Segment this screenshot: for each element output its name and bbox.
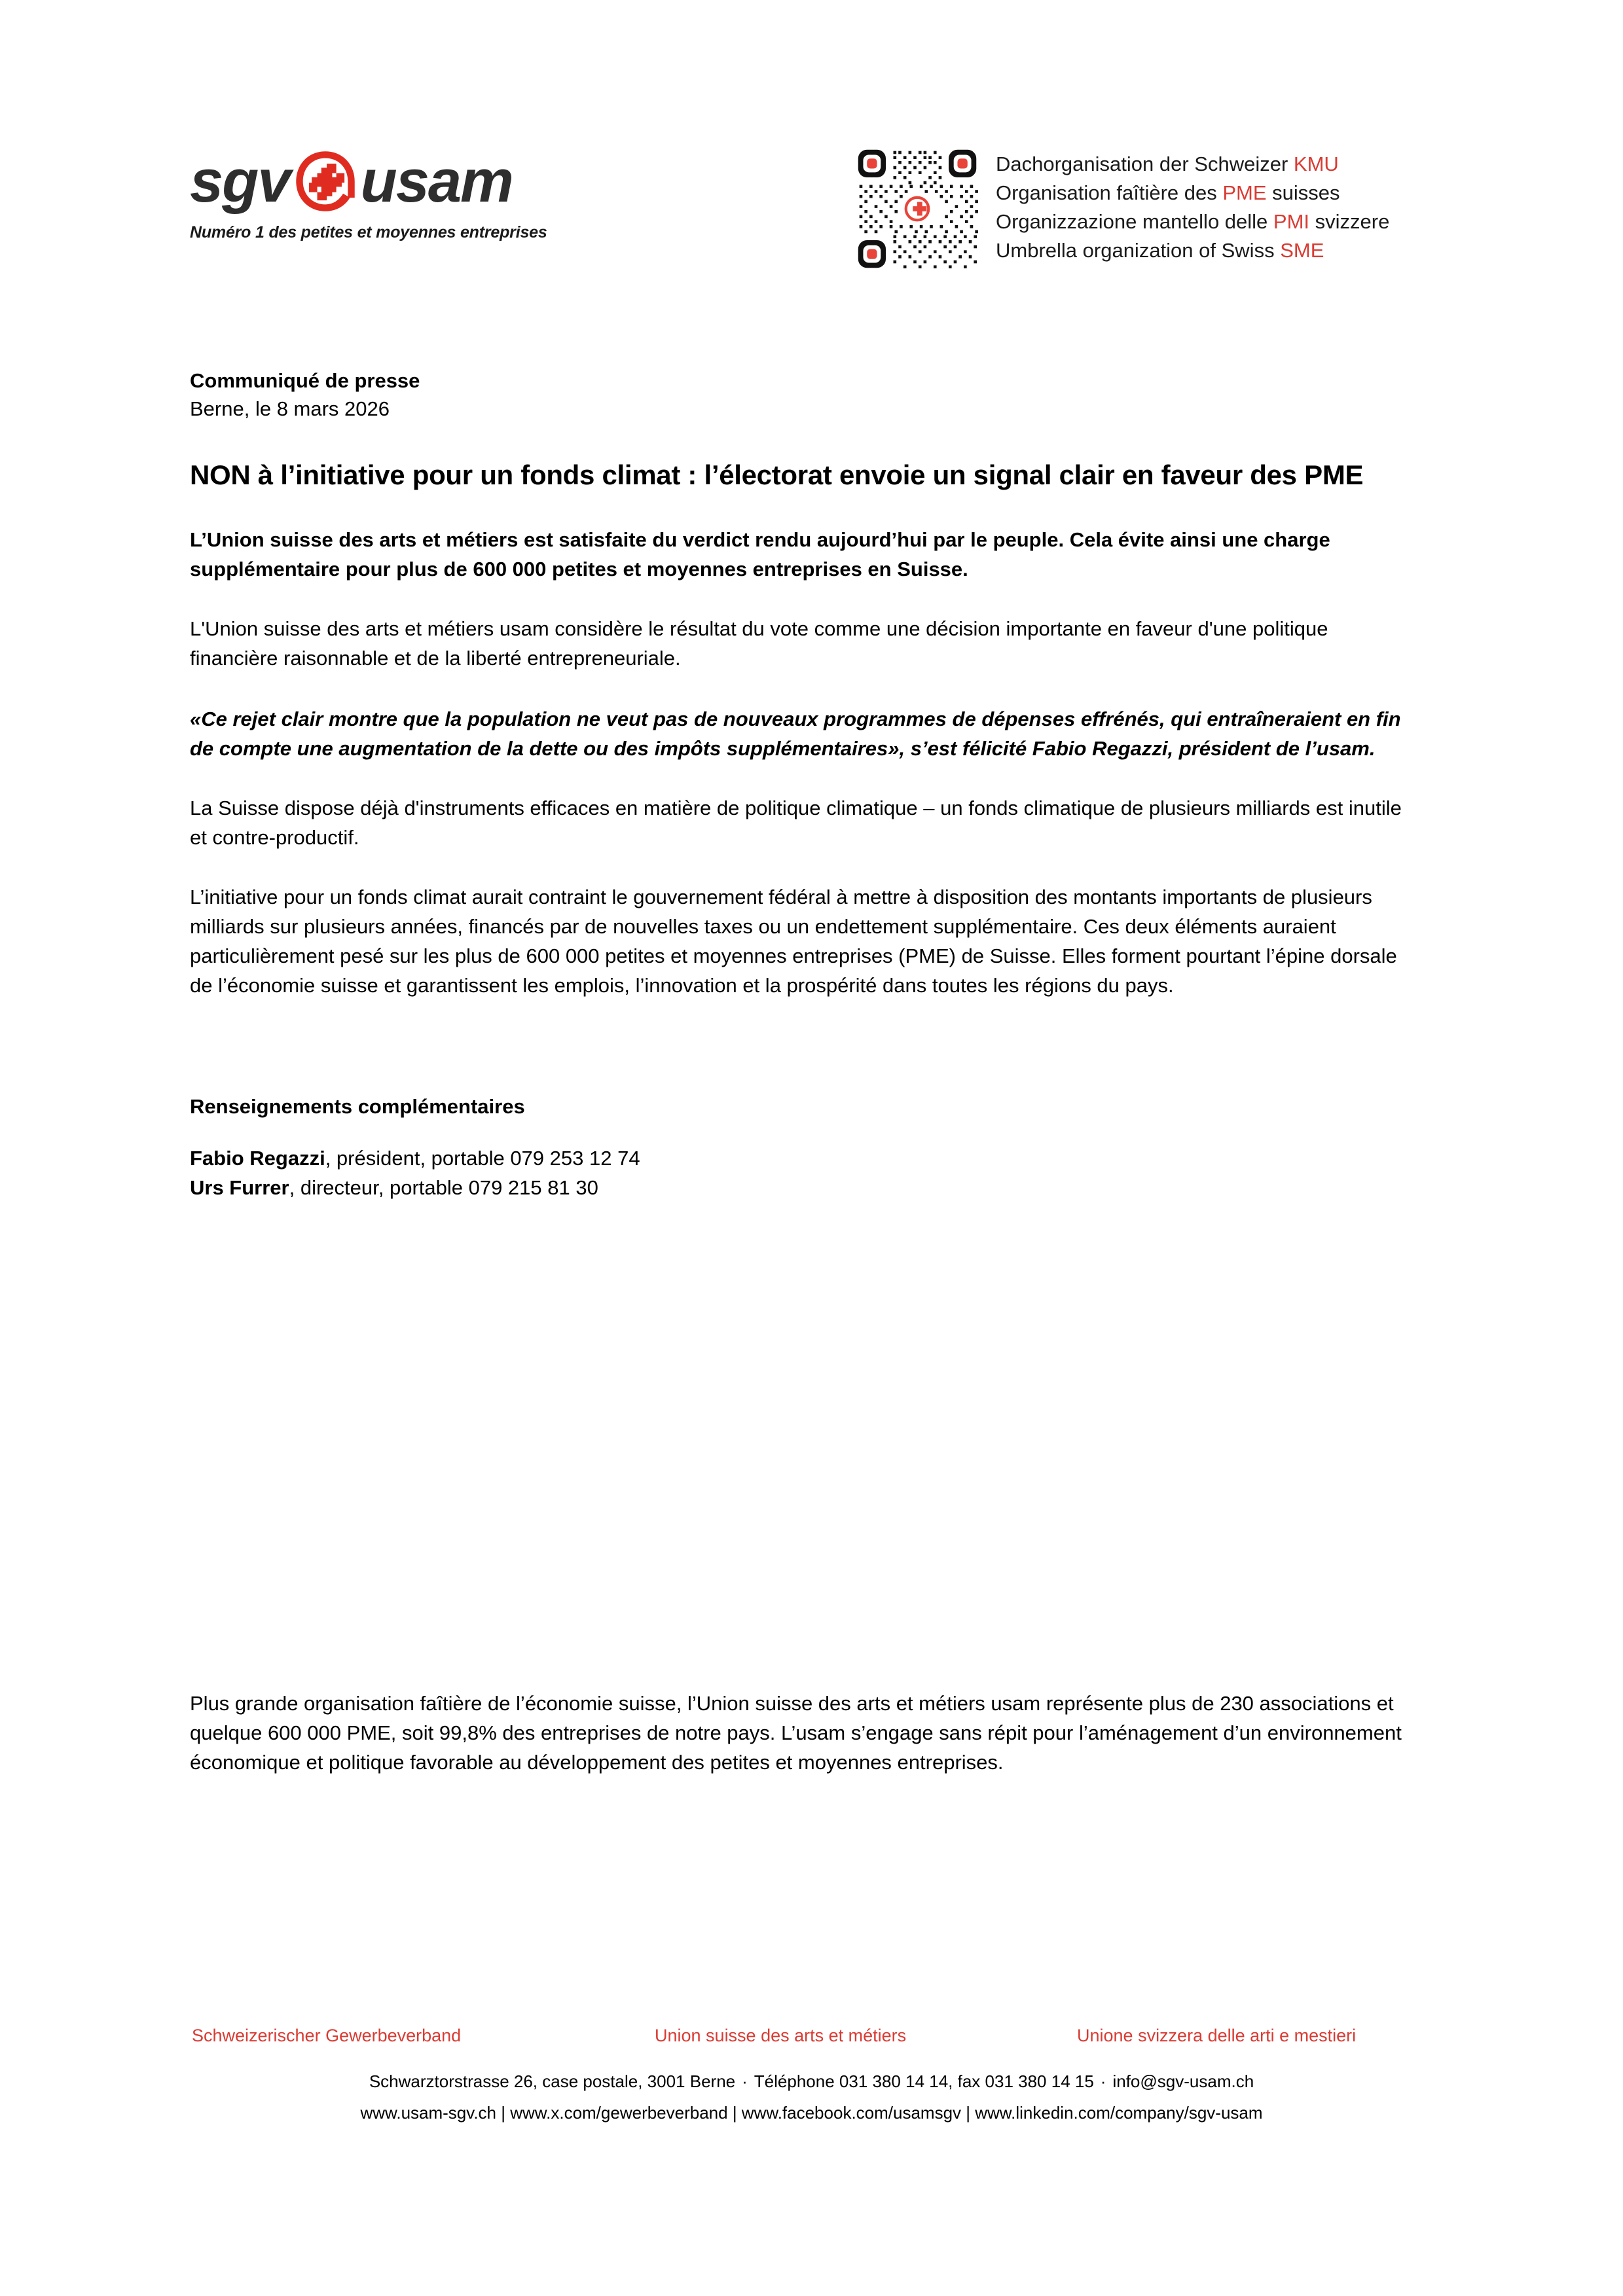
footer-links-line[interactable] (0, 2098, 1623, 2128)
footer-separator-1: · (742, 2072, 748, 2091)
footer-address-text: Schwarztorstrasse 26, case postale, 3001 Berne (369, 2072, 736, 2091)
contact-section (190, 1092, 1414, 1202)
document-type-label: Communiqué de presse (190, 369, 420, 392)
page-title: NON à l’initiative pour un fonds climat : l’électorat envoie un signal clair en faveur des PME (190, 459, 1364, 490)
org-line-it (996, 207, 1389, 236)
footer-org-name-fr: Union suisse des arts et métiers (655, 2026, 907, 2045)
lead-paragraph: L’Union suisse des arts et métiers est satisfaite du verdict rendu aujourd’hui par le peuple. Cela évite ainsi une charge supplémentaire pour plus de 600 000 petites et moyennes entreprises en Suisse. (190, 528, 1330, 581)
footer-org-name-it: Unione svizzera delle arti e mestieri (1077, 2026, 1357, 2045)
footer-contact-line (0, 2066, 1623, 2096)
boilerplate-section (190, 1689, 1421, 1777)
qr-code-icon (854, 146, 980, 272)
contact-item-president (190, 1143, 1414, 1173)
page-footer (0, 2026, 1623, 2128)
pull-quote: «Ce rejet clair montre que la population ne veut pas de nouveaux programmes de dépenses effrénés, qui entraîneraient en fin de compte une augmentation de la dette ou des impôts supplémentaires», s’est félicité Fabio Regazzi, président de l’usam. (190, 708, 1401, 760)
dateline: Berne, le 8 mars 2026 (190, 397, 390, 420)
footer-phone-text: Téléphone 031 380 14 14, fax 031 380 14 15 (754, 2072, 1094, 2091)
contact-list (190, 1143, 1414, 1202)
boilerplate-paragraph: Plus grande organisation faîtière de l’économie suisse, l’Union suisse des arts et métiers usam représente plus de 230 associations et quelque 600 000 PME, soit 99,8% des entreprises de notre pays. L’usam s’engage sans répit pour l’aménagement d’un environnement économique et politique favorable au développement des petites et moyennes entreprises. (190, 1692, 1402, 1774)
contact-section-title: Renseignements complémentaires (190, 1095, 525, 1118)
contact-name-director: Urs Furrer (190, 1176, 289, 1199)
usam-logo-block (190, 147, 609, 242)
contact-detail-president: , président, portable 079 253 12 74 (325, 1147, 640, 1170)
page-header (0, 141, 1623, 278)
contact-detail-director: , directeur, portable 079 215 81 30 (289, 1176, 598, 1199)
footer-language-names (0, 2026, 1623, 2052)
org-line-de (996, 150, 1389, 179)
org-line-fr-post: suisses (1266, 181, 1340, 204)
footer-email-link[interactable]: info@sgv-usam.ch (1112, 2072, 1254, 2091)
document-body (190, 367, 1414, 1202)
footer-org-name-de: Schweizerischer Gewerbeverband (192, 2026, 462, 2045)
organization-identity-block (854, 146, 1389, 272)
logo-tagline: Numéro 1 des petites et moyennes entreprises (190, 223, 547, 242)
logo-wordmark-sgv: sgv (190, 148, 290, 215)
org-line-en-highlight: SME (1280, 239, 1324, 262)
org-line-it-pre: Organizzazione mantello delle (996, 210, 1273, 233)
org-line-fr-highlight: PME (1222, 181, 1267, 204)
contact-name-president: Fabio Regazzi (190, 1147, 325, 1170)
usam-swiss-cross-circle-logo-icon (291, 147, 359, 215)
body-paragraph-2: La Suisse dispose déjà d'instruments efficaces en matière de politique climatique – un fonds climatique de plusieurs milliards est inutile et contre-productif. (190, 797, 1402, 849)
footer-separator-2: · (1100, 2072, 1106, 2091)
body-paragraph-1: L'Union suisse des arts et métiers usam considère le résultat du vote comme une décision importante en faveur d'une politique financière raisonnable et de la liberté entrepreneuriale. (190, 617, 1328, 670)
org-line-de-pre: Dachorganisation der Schweizer (996, 152, 1294, 175)
org-line-it-post: svizzere (1309, 210, 1390, 233)
org-line-it-highlight: PMI (1273, 210, 1310, 233)
body-paragraph-3: L’initiative pour un fonds climat aurait contraint le gouvernement fédéral à mettre à disposition des montants importants de plusieurs milliards sur plusieurs années, financés par de nouvelles taxes ou un endettement supplémentaire. Ces deux éléments auraient particulièrement pesé sur les plus de 600 000 petites et moyennes entreprises (PME) de Suisse. Elles forment pourtant l’épine dorsale de l’économie suisse et garantissent les emplois, l’innovation et la prospérité dans toutes les régions du pays. (190, 886, 1397, 997)
contact-item-director (190, 1173, 1414, 1202)
organization-taglines (996, 146, 1389, 265)
logo-wordmark-usam: usam (360, 148, 513, 215)
org-line-fr (996, 179, 1389, 207)
org-line-en (996, 236, 1389, 265)
org-line-fr-pre: Organisation faîtière des (996, 181, 1223, 204)
logo-lockup (190, 147, 609, 215)
org-line-de-highlight: KMU (1293, 152, 1339, 175)
footer-links-text[interactable]: www.usam-sgv.ch | www.x.com/gewerbeverband | www.facebook.com/usamsgv | www.linkedin.com/company/sgv-usam (360, 2103, 1263, 2123)
org-line-en-pre: Umbrella organization of Swiss (996, 239, 1281, 262)
